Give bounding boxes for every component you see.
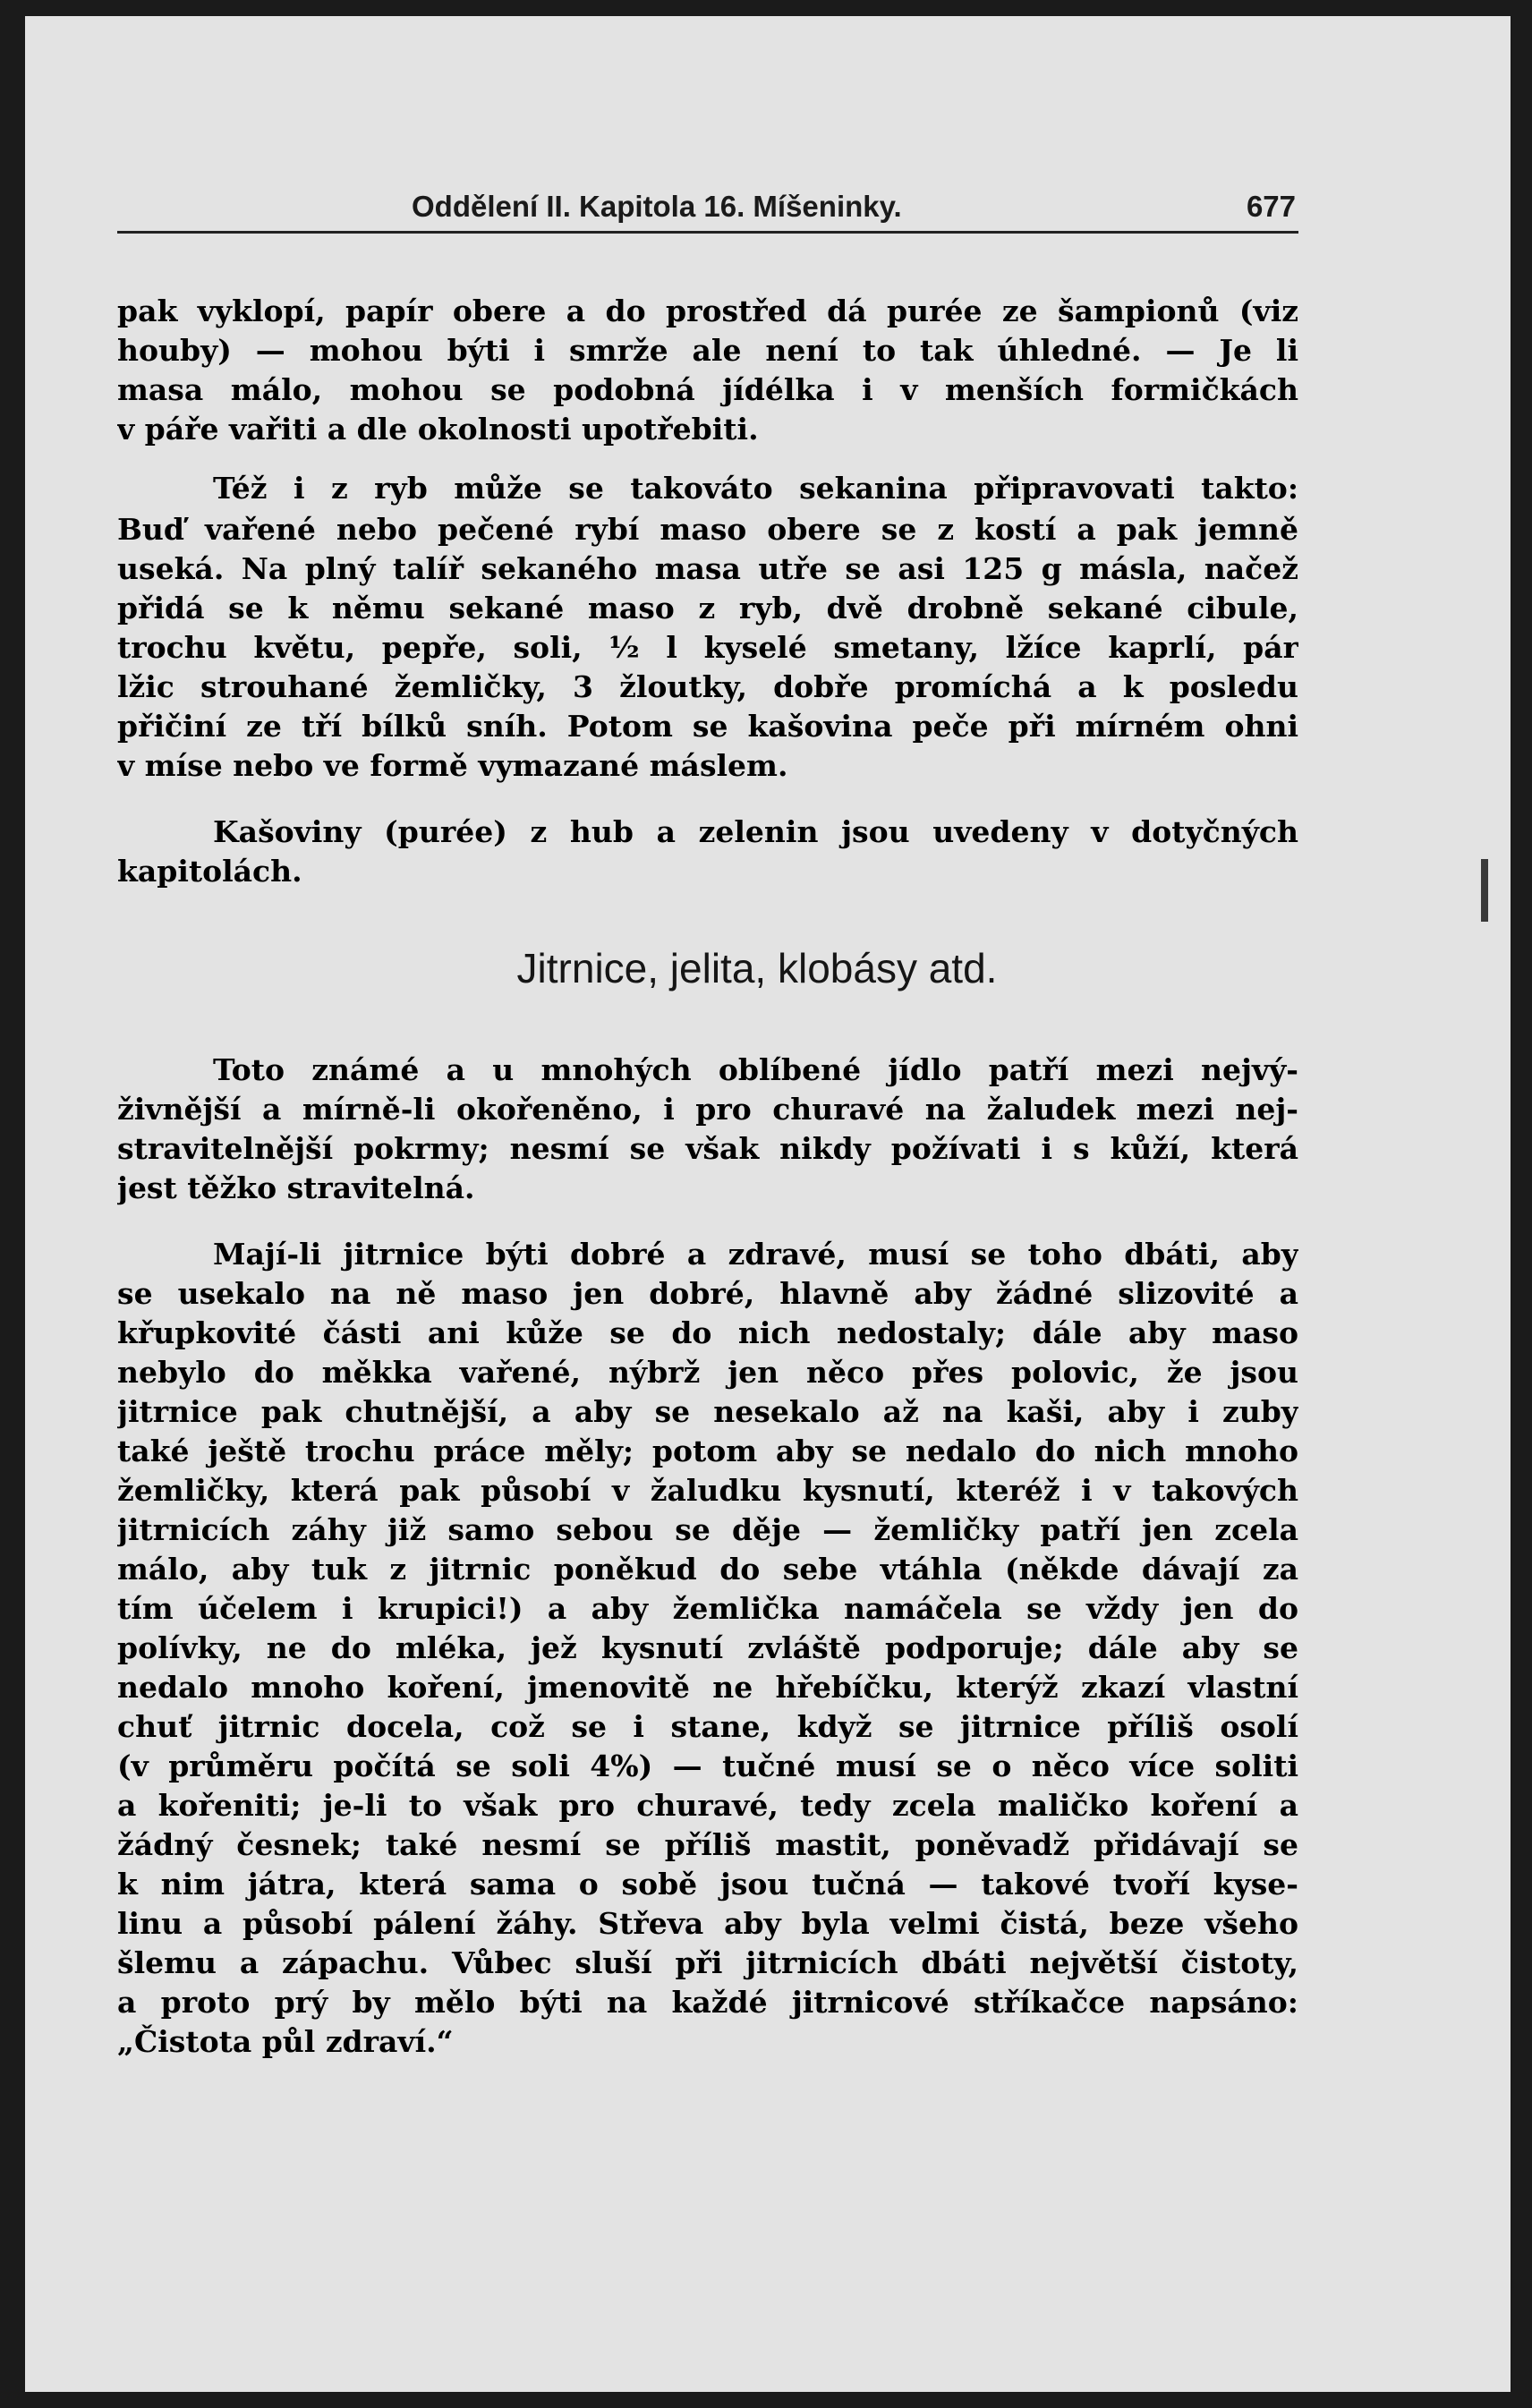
text-line: křupkovité části ani kůže se do nich nedostaly; dále aby maso: [117, 1315, 1298, 1350]
text-line: pak vyklopí, papír obere a do prostřed dá purée ze šampionů (viz: [117, 294, 1298, 328]
text-line: k nim játra, která sama o sobě jsou tučná — takové tvoří kyse-: [117, 1867, 1298, 1902]
text-line: nedalo mnoho koření, jmenovitě ne hřebíčku, kterýž zkazí vlastní: [117, 1670, 1298, 1705]
text-line: jest těžko stravitelná.: [117, 1170, 475, 1205]
text-line: a proto prý by mělo býti na každé jitrnicové stříkačce napsáno:: [117, 1985, 1298, 2020]
text-line: Mají-li jitrnice býti dobré a zdravé, musí se toho dbáti, aby: [213, 1237, 1298, 1272]
text-line: trochu květu, pepře, soli, ½ l kyselé smetany, lžíce kaprlí, pár: [117, 630, 1298, 665]
text-line: Kašoviny (purée) z hub a zelenin jsou uvedeny v dotyčných: [213, 814, 1298, 849]
running-title: Oddělení II. Kapitola 16. Míšeninky.: [412, 190, 902, 223]
text-line: houby) — mohou býti i smrže ale není to tak úhledné. — Je li: [117, 333, 1298, 368]
page-edge-mark: [1481, 859, 1488, 922]
header-rule: [117, 231, 1298, 234]
text-line: málo, aby tuk z jitrnic poněkud do sebe vtáhla (někde dávají za: [117, 1552, 1298, 1587]
text-line: přidá se k němu sekané maso z ryb, dvě drobně sekané cibule,: [117, 591, 1298, 625]
text-line: šlemu a zápachu. Vůbec sluší při jitrnicích dbáti největší čistoty,: [117, 1945, 1298, 1980]
page-header: [121, 186, 1296, 225]
section-heading: [0, 944, 1532, 992]
text-line: kapitolách.: [117, 854, 302, 889]
text-line: žemličky, která pak působí v žaludku kysnutí, kteréž i v takových: [117, 1473, 1298, 1508]
page-number: 677: [1246, 190, 1296, 223]
text-line: také ještě trochu práce měly; potom aby se nedalo do nich mnoho: [117, 1434, 1298, 1468]
text-line: Buď vařené nebo pečené rybí maso obere se z kostí a pak jemně: [117, 512, 1298, 547]
text-line: stravitelnější pokrmy; nesmí se však nikdy požívati i s kůží, která: [117, 1131, 1298, 1166]
text-line: polívky, ne do mléka, jež kysnutí zvláště podporuje; dále aby se: [117, 1630, 1298, 1665]
text-line: Toto známé a u mnohých oblíbené jídlo patří mezi nejvý-: [213, 1052, 1298, 1087]
text-line: jitrnice pak chutnější, a aby se nesekalo až na kaši, aby i zuby: [117, 1394, 1298, 1429]
text-line: přičiní ze tří bílků sníh. Potom se kašovina peče při mírném ohni: [117, 709, 1298, 744]
section-heading-text: Jitrnice, jelita, klobásy atd.: [516, 945, 998, 991]
text-line: živnější a mírně-li okořeněno, i pro churavé na žaludek mezi nej-: [117, 1092, 1298, 1127]
text-line: (v průměru počítá se soli 4%) — tučné musí se o něco více soliti: [117, 1749, 1298, 1783]
text-line: linu a působí pálení žáhy. Střeva aby byla velmi čistá, beze všeho: [117, 1906, 1298, 1941]
text-line: žádný česnek; také nesmí se příliš mastit, poněvadž přidávají se: [117, 1827, 1298, 1862]
text-line: Též i z ryb může se takováto sekanina připravovati takto:: [213, 471, 1298, 506]
text-line: v míse nebo ve formě vymazané máslem.: [117, 748, 788, 783]
text-line: „Čistota půl zdraví.“: [117, 2024, 454, 2059]
text-line: a kořeniti; je-li to však pro churavé, tedy zcela maličko koření a: [117, 1788, 1298, 1823]
text-line: masa málo, mohou se podobná jídélka i v menších formičkách: [117, 372, 1298, 407]
text-line: v páře vařiti a dle okolnosti upotřebiti.: [117, 412, 759, 447]
text-line: jitrnicích záhy již samo sebou se děje — žemličky patří jen zcela: [117, 1512, 1298, 1547]
text-line: nebylo do měkka vařené, nýbrž jen něco přes polovic, že jsou: [117, 1355, 1298, 1390]
text-line: lžic strouhané žemličky, 3 žloutky, dobře promíchá a k posledu: [117, 669, 1298, 704]
text-line: useká. Na plný talíř sekaného masa utře se asi 125 g másla, načež: [117, 551, 1298, 586]
text-line: se usekalo na ně maso jen dobré, hlavně aby žádné slizovité a: [117, 1276, 1298, 1311]
text-line: chuť jitrnic docela, což se i stane, když se jitrnice příliš osolí: [117, 1709, 1298, 1744]
text-line: tím účelem i krupici!) a aby žemlička namáčela se vždy jen do: [117, 1591, 1298, 1626]
